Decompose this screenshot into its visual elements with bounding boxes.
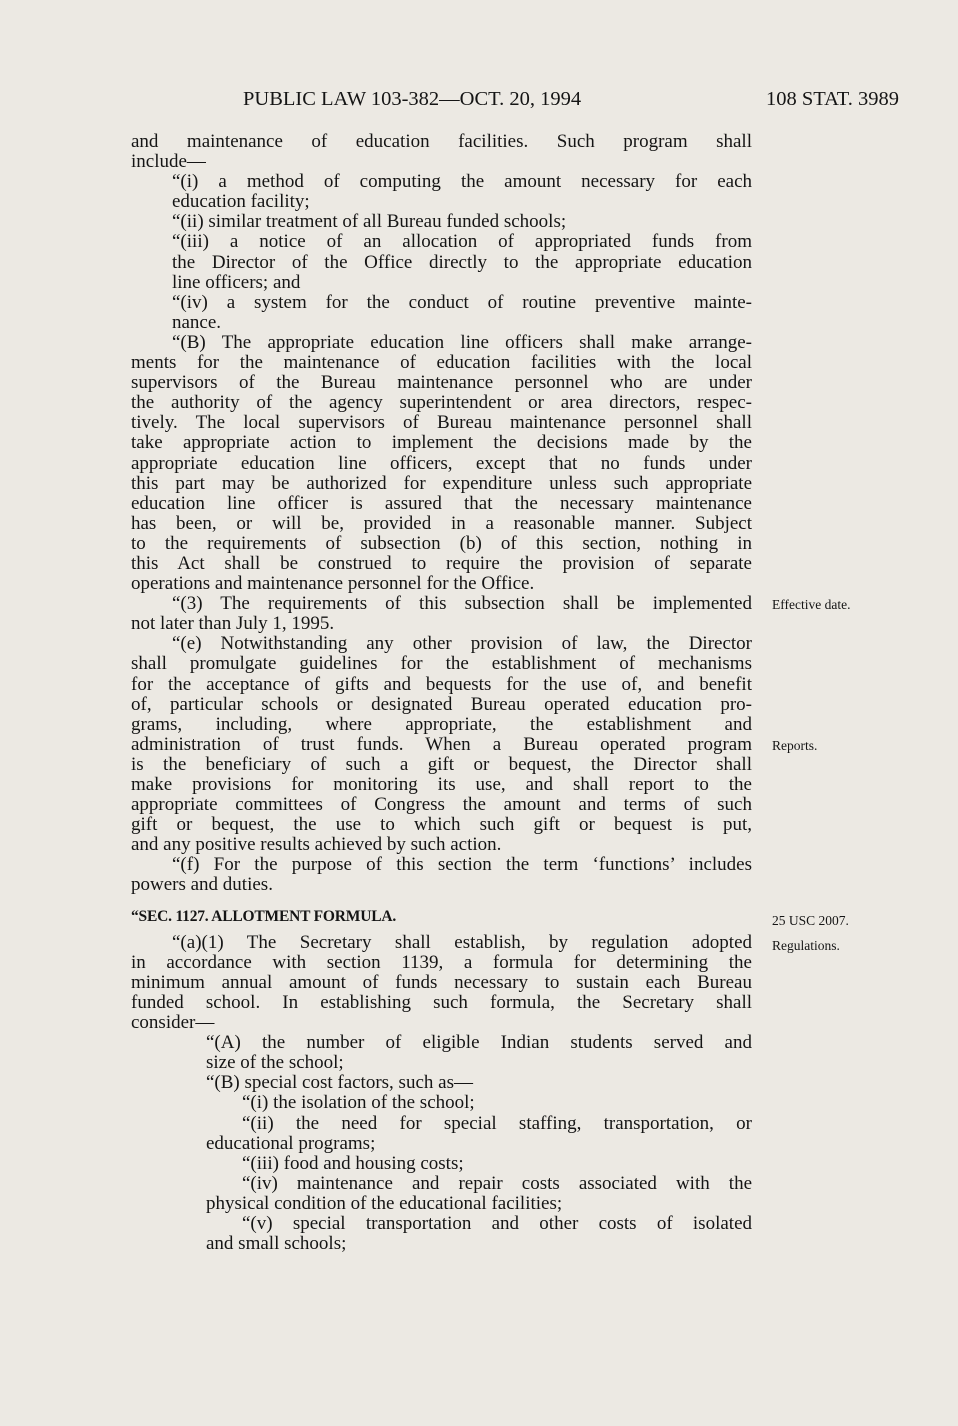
text-line: “(v) special transportation and other costs of isolated xyxy=(242,1212,752,1234)
text-line: “(i) a method of computing the amount necessary for each xyxy=(172,171,752,193)
text-line: “(A) the number of eligible Indian students served and xyxy=(206,1032,752,1054)
text-line: consider— xyxy=(131,1012,215,1034)
text-line: to the requirements of subsection (b) of this section, nothing in xyxy=(131,532,752,554)
text-line: “(a)(1) The Secretary shall establish, by regulation adopted xyxy=(172,931,752,953)
text-line: “(i) the isolation of the school; xyxy=(242,1092,475,1114)
text-line: education line officer is assured that the necessary maintenance xyxy=(131,492,752,514)
text-line: “(f) For the purpose of this section the term ‘functions’ includes xyxy=(172,854,752,876)
text-line: “(iv) a system for the conduct of routine preventive mainte- xyxy=(172,291,752,313)
text-line: administration of trust funds. When a Bureau operated program xyxy=(131,733,752,755)
text-line: and maintenance of education facilities. Such program shall xyxy=(131,131,752,152)
margin-note-reports: Reports. xyxy=(772,738,818,753)
text-line: nance. xyxy=(172,311,222,333)
margin-note-regulations: Regulations. xyxy=(772,938,840,953)
text-line: size of the school; xyxy=(206,1052,344,1074)
text-line: the authority of the agency superintendent or area directors, respec- xyxy=(131,392,752,414)
text-line: “(ii) similar treatment of all Bureau funded schools; xyxy=(172,211,567,233)
text-line: minimum annual amount of funds necessary to sustain each Bureau xyxy=(131,971,752,993)
text-line: and any positive results achieved by such action. xyxy=(131,834,502,856)
text-line: in accordance with section 1139, a formula for determining the xyxy=(131,951,752,973)
body-text xyxy=(131,132,752,1254)
text-line: operations and maintenance personnel for the Office. xyxy=(131,573,535,595)
text-line: grams, including, where appropriate, the establishment and xyxy=(131,713,752,735)
header-stat-citation: 108 STAT. 3989 xyxy=(766,88,899,110)
text-line: “(ii) the need for special staffing, transportation, or xyxy=(242,1112,752,1134)
text-line: for the acceptance of gifts and bequests for the use of, and benefit xyxy=(131,673,752,695)
text-line: “(e) Notwithstanding any other provision of law, the Director xyxy=(172,633,752,655)
text-line: line officers; and xyxy=(172,271,301,293)
text-line: has been, or will be, provided in a reasonable manner. Subject xyxy=(131,512,752,534)
text-line: is the beneficiary of such a gift or bequest, the Director shall xyxy=(131,753,752,775)
text-line: the Director of the Office directly to the appropriate education xyxy=(172,251,752,273)
text-line: of, particular schools or designated Bureau operated education pro- xyxy=(131,693,752,715)
text-line: education facility; xyxy=(172,191,310,213)
text-line: tively. The local supervisors of Bureau maintenance personnel shall xyxy=(131,412,752,434)
text-line: supervisors of the Bureau maintenance personnel who are under xyxy=(131,372,752,394)
text-line: take appropriate action to implement the decisions made by the xyxy=(131,432,752,454)
text-line: powers and duties. xyxy=(131,874,273,896)
text-line: gift or bequest, the use to which such gift or bequest is put, xyxy=(131,814,752,836)
text-line: educational programs; xyxy=(206,1132,376,1154)
text-line: ments for the maintenance of education facilities with the local xyxy=(131,352,752,374)
text-line: and small schools; xyxy=(206,1233,347,1255)
margin-note-effective-date: Effective date. xyxy=(772,597,851,612)
text-line: “(iii) a notice of an allocation of appropriated funds from xyxy=(172,231,752,253)
text-line: this part may be authorized for expenditure unless such appropriate xyxy=(131,472,752,494)
text-line: appropriate education line officers, except that no funds under xyxy=(131,452,752,474)
text-line: not later than July 1, 1995. xyxy=(131,613,335,635)
text-line: “(B) special cost factors, such as— xyxy=(206,1072,473,1094)
header-title: PUBLIC LAW 103-382—OCT. 20, 1994 xyxy=(243,88,582,110)
text-line: “(3) The requirements of this subsection shall be implemented xyxy=(172,593,752,615)
text-line: “(B) The appropriate education line officers shall make arrange- xyxy=(172,331,752,353)
page-header xyxy=(0,88,958,116)
text-line: “(iii) food and housing costs; xyxy=(242,1152,464,1174)
text-line: this Act shall be construed to require the provision of separate xyxy=(131,552,752,574)
text-line: funded school. In establishing such formula, the Secretary shall xyxy=(131,991,752,1013)
text-line: “(iv) maintenance and repair costs associated with the xyxy=(242,1172,752,1194)
text-line: make provisions for monitoring its use, and shall report to the xyxy=(131,774,752,795)
text-line: appropriate committees of Congress the amount and terms of such xyxy=(131,794,752,816)
section-heading: “SEC. 1127. ALLOTMENT FORMULA. xyxy=(131,907,397,925)
text-line: shall promulgate guidelines for the establishment of mechanisms xyxy=(131,653,752,675)
text-line: physical condition of the educational facilities; xyxy=(206,1192,563,1214)
margin-note-usc: 25 USC 2007. xyxy=(772,913,849,928)
text-line: include— xyxy=(131,151,206,173)
